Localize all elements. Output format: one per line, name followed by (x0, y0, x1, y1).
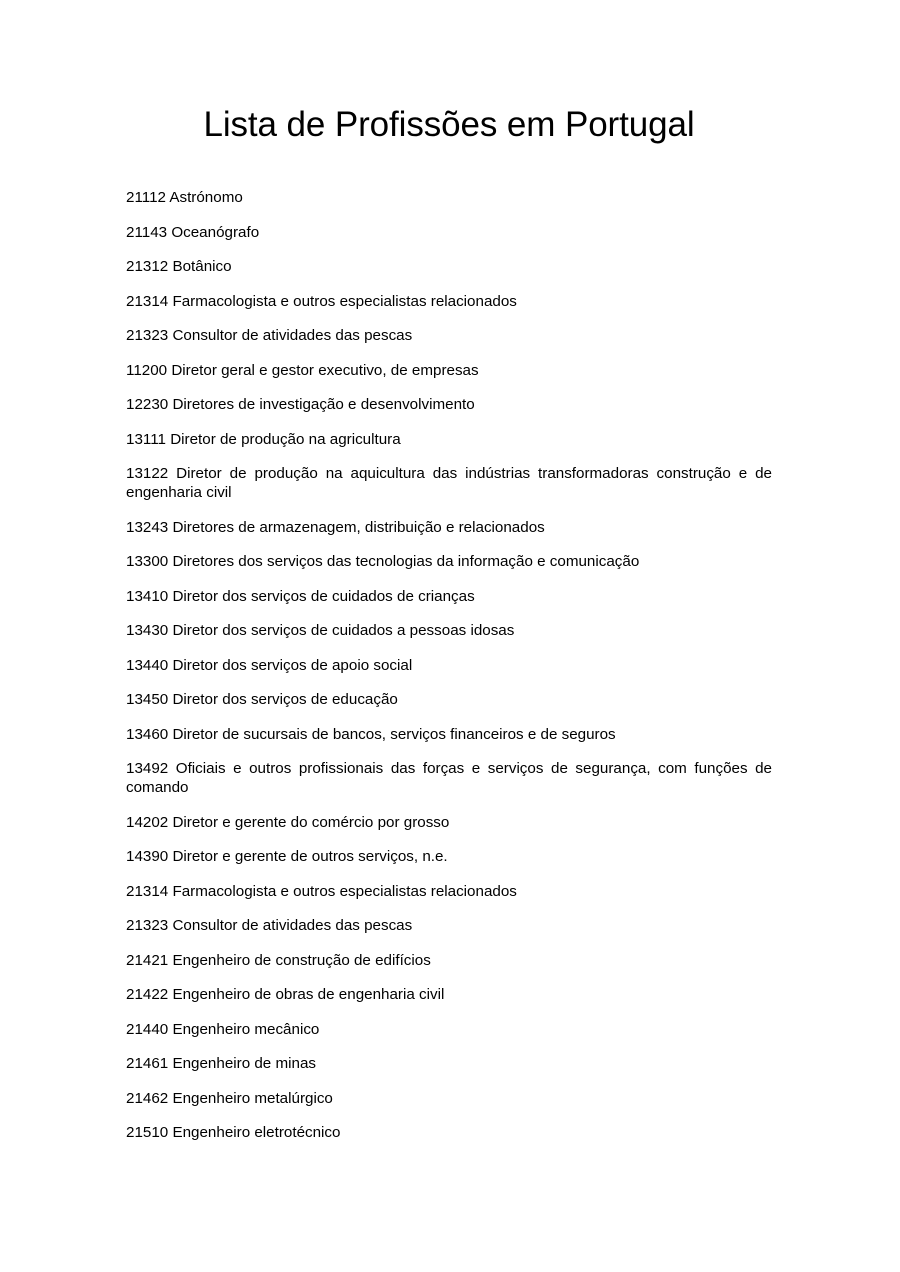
list-item: 21323 Consultor de atividades das pescas (126, 917, 413, 934)
list-item: 21314 Farmacologista e outros especialistas relacionados (126, 882, 517, 900)
list-item: 21462 Engenheiro metalúrgico (126, 1089, 333, 1107)
list-item: 13460 Diretor de sucursais de bancos, serviços financeiros e de seguros (126, 725, 616, 743)
list-item: 14202 Diretor e gerente do comércio por grosso (126, 813, 450, 831)
page-title: Lista de Profissões em Portugal (203, 105, 695, 144)
list-item: 13111 Diretor de produção na agricultura (126, 430, 401, 448)
list-item: 21323 Consultor de atividades das pescas (126, 327, 413, 344)
list-item: 13243 Diretores de armazenagem, distribuição e relacionados (126, 518, 545, 536)
list-item: 14390 Diretor e gerente de outros serviços, n.e. (126, 848, 448, 865)
list-item: 21461 Engenheiro de minas (126, 1055, 316, 1072)
list-item: 21510 Engenheiro eletrotécnico (126, 1124, 341, 1141)
list-item: 21314 Farmacologista e outros especialistas relacionados (126, 292, 517, 310)
list-item: 21112 Astrónomo (126, 189, 243, 206)
list-item: 12230 Diretores de investigação e desenvolvimento (126, 396, 475, 413)
list-item: 21421 Engenheiro de construção de edifícios (126, 951, 431, 969)
list-item: 13410 Diretor dos serviços de cuidados de crianças (126, 587, 475, 605)
list-item: 13300 Diretores dos serviços das tecnologias da informação e comunicação (126, 553, 640, 570)
list-item: 21422 Engenheiro de obras de engenharia civil (126, 986, 445, 1003)
document-content (126, 0, 772, 1142)
list-item: 11200 Diretor geral e gestor executivo, de empresas (126, 361, 479, 379)
list-item: 21143 Oceanógrafo (126, 223, 260, 241)
list-item: 13492 Oficiais e outros profissionais das forças e serviços de segurança, com funções de comando (126, 760, 772, 796)
list-item: 21312 Botânico (126, 258, 232, 275)
profession-list (126, 146, 772, 1142)
list-item: 13122 Diretor de produção na aquicultura das indústrias transformadoras construção e de engenharia civil (126, 465, 772, 501)
list-item: 13440 Diretor dos serviços de apoio social (126, 656, 413, 674)
list-item: 13450 Diretor dos serviços de educação (126, 691, 398, 708)
list-item: 13430 Diretor dos serviços de cuidados a pessoas idosas (126, 622, 515, 639)
list-item: 21440 Engenheiro mecânico (126, 1020, 320, 1038)
